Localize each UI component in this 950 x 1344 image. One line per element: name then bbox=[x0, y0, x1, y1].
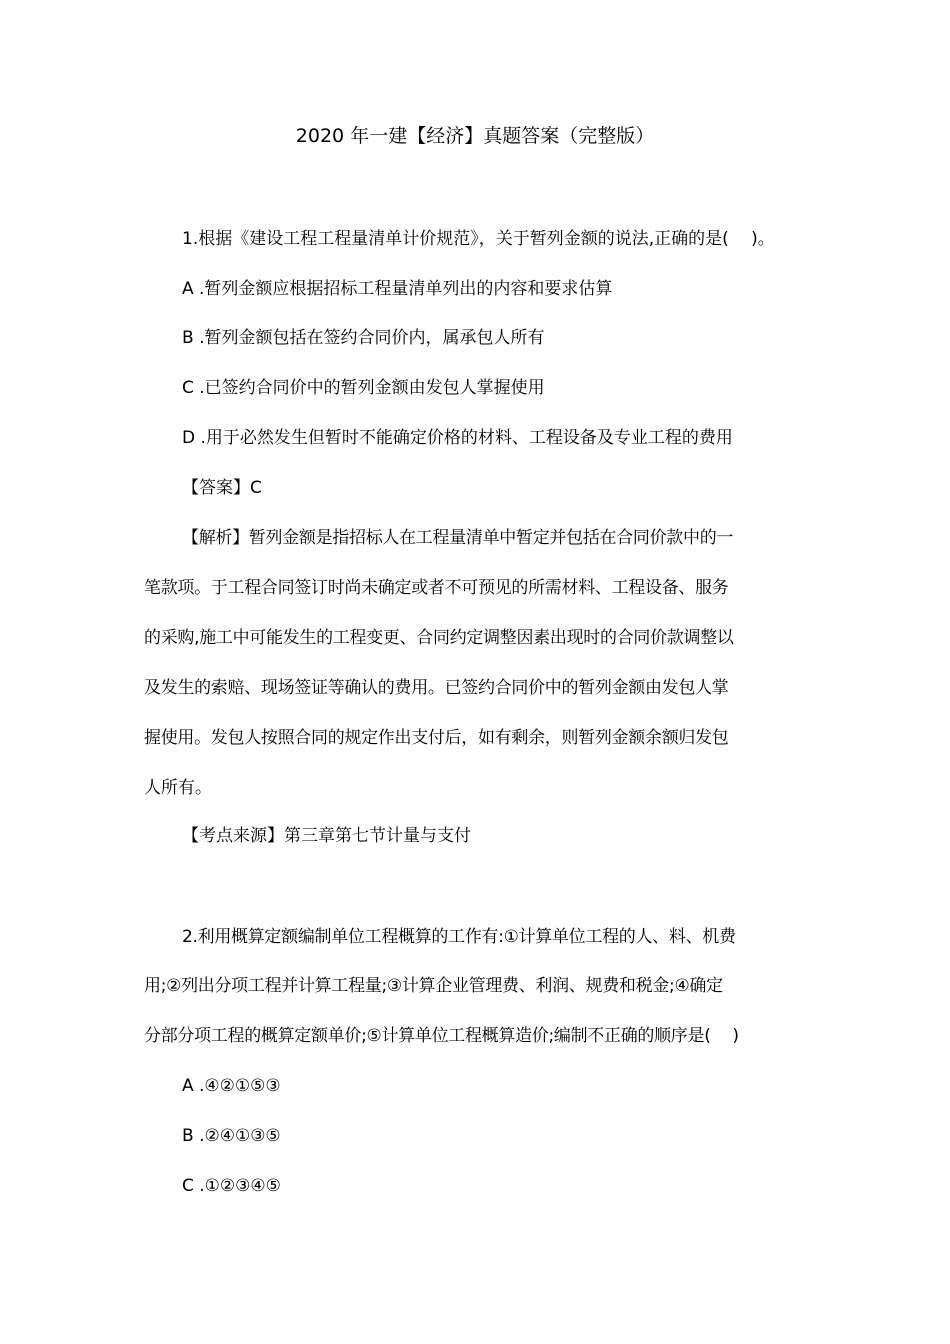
q2-stem-line: 分部分项工程的概算定额单价;⑤计算单位工程概算造价;编制不正确的顺序是( ) bbox=[144, 1026, 739, 1046]
q1-analysis-line: 笔款项。于工程合同签订时尚未确定或者不可预见的所需材料、工程设备、服务 bbox=[144, 578, 729, 598]
q2-option-b: B .②④①③⑤ bbox=[182, 1126, 281, 1146]
q1-answer: 【答案】C bbox=[182, 478, 262, 498]
q1-analysis-line: 【解析】暂列金额是指招标人在工程量清单中暂定并包括在合同价款中的一 bbox=[182, 528, 734, 548]
q1-analysis-line: 握使用。发包人按照合同的规定作出支付后，如有剩余，则暂列金额余额归发包 bbox=[144, 728, 729, 748]
q2-stem-line: 用;②列出分项工程并计算工程量;③计算企业管理费、利润、规费和税金;④确定 bbox=[144, 976, 723, 996]
q1-analysis-line: 人所有。 bbox=[144, 778, 212, 798]
q2-option-c: C .①②③④⑤ bbox=[182, 1176, 281, 1196]
q1-analysis-line: 及发生的索赔、现场签证等确认的费用。已签约合同价中的暂列金额由发包人掌 bbox=[144, 678, 729, 698]
q2-option-a: A .④②①⑤③ bbox=[182, 1076, 281, 1096]
q1-option-b: B .暂列金额包括在签约合同价内，属承包人所有 bbox=[182, 328, 545, 348]
q1-option-d: D .用于必然发生但暂时不能确定价格的材料、工程设备及专业工程的费用 bbox=[182, 428, 733, 448]
q2-stem-line: 2.利用概算定额编制单位工程概算的工作有:①计算单位工程的人、料、机费 bbox=[182, 927, 736, 947]
q1-analysis-line: 的采购,施工中可能发生的工程变更、合同约定调整因素出现时的合同价款调整以 bbox=[144, 628, 734, 648]
q1-option-a: A .暂列金额应根据招标工程量清单列出的内容和要求估算 bbox=[182, 279, 613, 299]
document-title: 2020 年一建【经济】真题答案（完整版） bbox=[295, 125, 655, 147]
q1-stem: 1.根据《建设工程工程量清单计价规范》，关于暂列金额的说法,正确的是( )。 bbox=[182, 229, 775, 249]
q1-source: 【考点来源】第三章第七节计量与支付 bbox=[182, 826, 471, 846]
q1-option-c: C .已签约合同价中的暂列金额由发包人掌握使用 bbox=[182, 378, 545, 398]
